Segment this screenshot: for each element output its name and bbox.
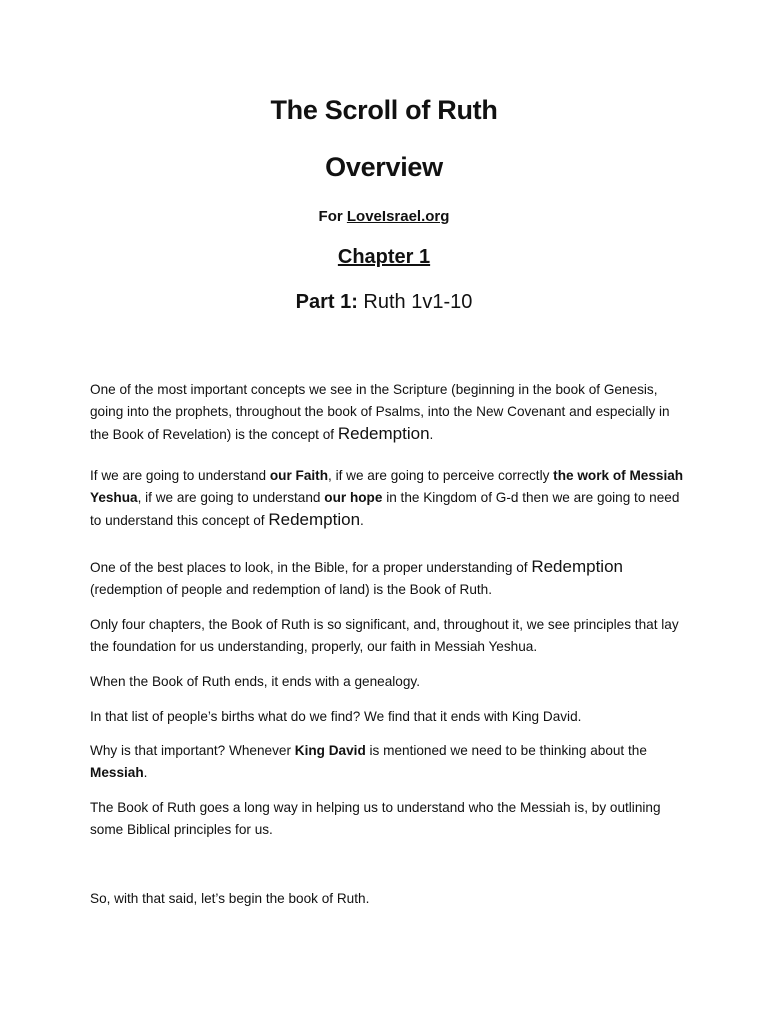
p7-text-c: is mentioned we need to be thinking about the: [365, 743, 647, 758]
paragraph-6: In that list of people’s births what do we find? We find that it ends with King David.: [90, 709, 582, 724]
p3-redemption: Redemption: [531, 557, 623, 576]
p7-messiah: Messiah: [90, 765, 144, 780]
p2-redemption: Redemption: [268, 510, 361, 529]
p1-end: .: [429, 427, 434, 442]
for-line: [0, 208, 768, 225]
p7-king-david: King David: [294, 743, 366, 758]
p2-text-d: , if we are going to understand: [137, 490, 325, 505]
p7-end: .: [143, 765, 148, 780]
p3-text: One of the best places to look, in the Bible, for a proper understanding of: [90, 560, 532, 575]
part-reference: Ruth 1v1-10: [357, 291, 473, 313]
paragraph-9: So, with that said, let’s begin the book of Ruth.: [90, 891, 370, 906]
loveisrael-link[interactable]: LoveIsrael.org: [346, 208, 450, 225]
p2-end: .: [360, 513, 364, 528]
p7-text-a: Why is that important? Whenever: [90, 743, 295, 758]
paragraph-4: Only four chapters, the Book of Ruth is so significant, and, throughout it, we see principles that lay the foundation for us understanding, properly, our faith in Messiah Yeshua.: [90, 617, 679, 654]
part-heading: [0, 291, 768, 314]
p2-our-hope: our hope: [324, 490, 383, 505]
p2-our-faith: our Faith: [269, 468, 329, 483]
p2-work-of-messiah: the work of Messiah Yeshua: [90, 468, 684, 505]
p2-text-e: in the Kingdom of G-d then we are going to need to understand this concept of: [90, 490, 680, 528]
paragraph-8: The Book of Ruth goes a long way in helping us to understand who the Messiah is, by outlining some Biblical principles for us.: [90, 800, 661, 837]
chapter-heading: Chapter 1: [337, 246, 431, 268]
document-title: The Scroll of Ruth: [270, 95, 498, 125]
p1-redemption: Redemption: [337, 424, 430, 443]
paragraph-5: When the Book of Ruth ends, it ends with a genealogy.: [90, 674, 420, 689]
p3-end: (redemption of people and redemption of land) is the Book of Ruth.: [90, 582, 493, 597]
part-label: Part 1:: [295, 291, 358, 313]
paragraph-3: [90, 556, 690, 601]
p2-text-a: If we are going to understand: [90, 468, 270, 483]
paragraph-1: [90, 379, 690, 446]
paragraph-7: [90, 740, 690, 784]
for-prefix: For: [318, 208, 347, 225]
document-subtitle: Overview: [325, 152, 443, 182]
p1-text: One of the most important concepts we see in the Scripture (beginning in the book of Genesis, going into the prophets, throughout the book of Psalms, into the New Covenant and especially in the Book of Revelation) is the concept of: [90, 382, 670, 442]
p2-text-c: , if we are going to perceive correctly: [328, 468, 554, 483]
paragraph-2: [90, 465, 690, 532]
